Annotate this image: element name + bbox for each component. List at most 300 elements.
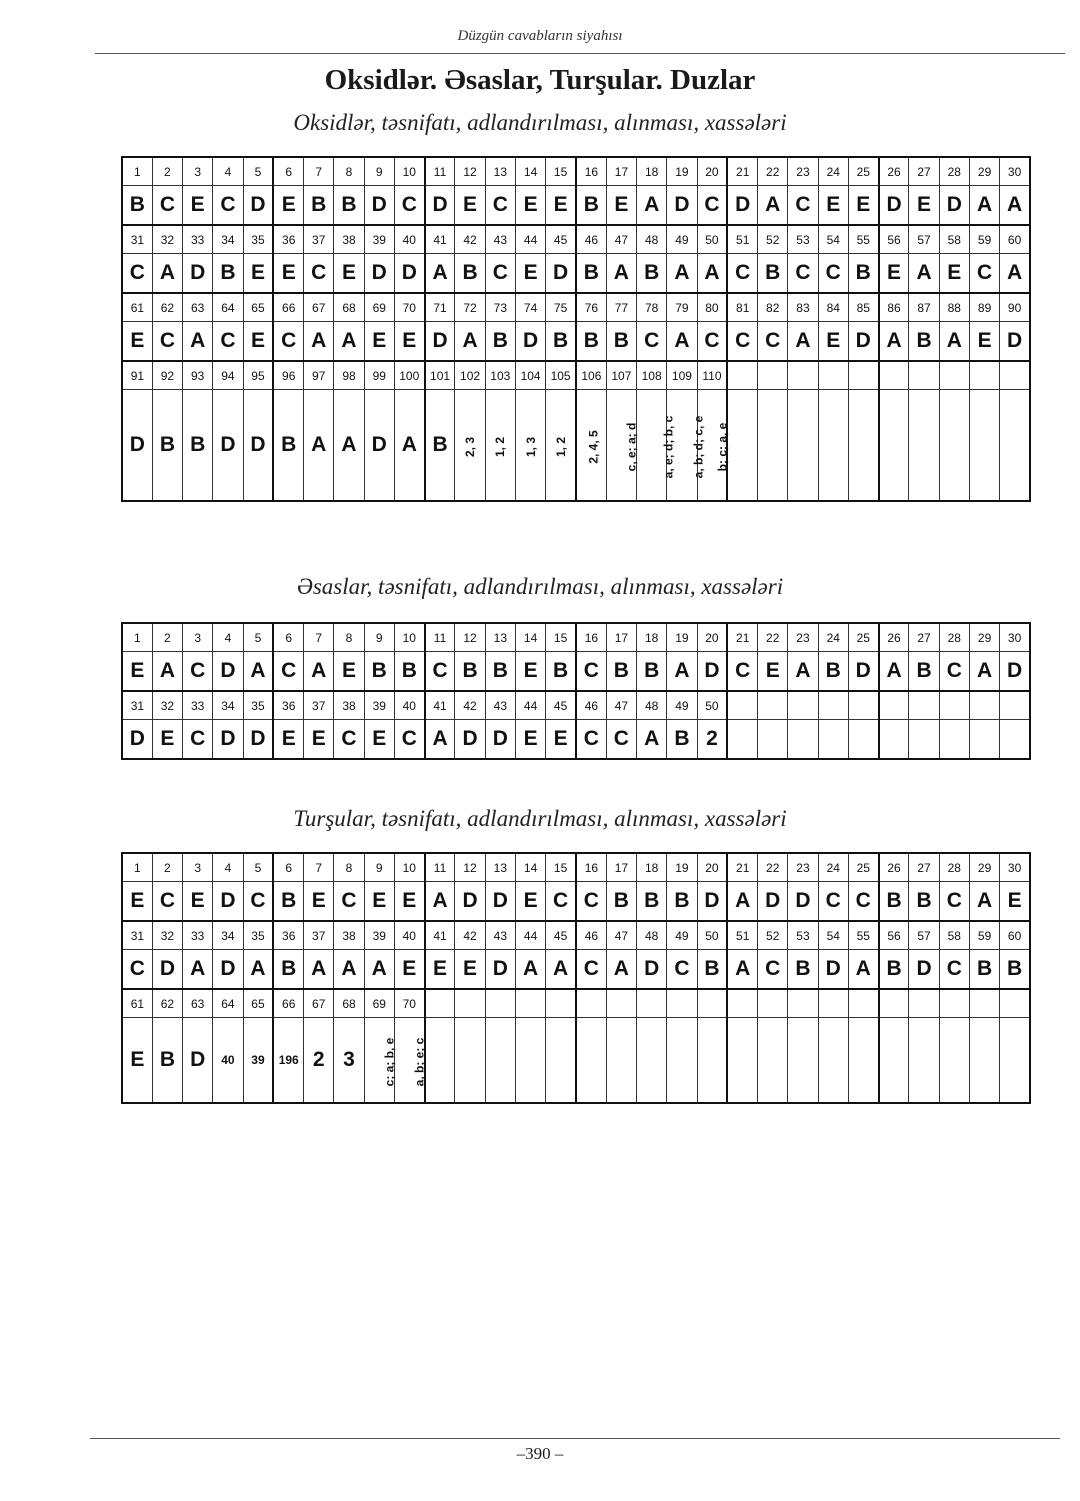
answer-cell: B bbox=[152, 390, 182, 502]
question-number: 31 bbox=[122, 921, 152, 950]
question-number: 40 bbox=[394, 691, 424, 720]
question-number: 21 bbox=[727, 623, 757, 652]
question-number bbox=[788, 691, 818, 720]
question-number: 98 bbox=[334, 361, 364, 390]
question-number: 41 bbox=[425, 691, 455, 720]
answer-cell: D bbox=[183, 1018, 213, 1104]
question-number: 67 bbox=[304, 989, 334, 1018]
answer-cell: E bbox=[152, 720, 182, 760]
question-number: 23 bbox=[788, 853, 818, 882]
question-number: 34 bbox=[213, 691, 243, 720]
question-number: 69 bbox=[364, 293, 394, 322]
answer-cell: A bbox=[243, 652, 273, 692]
question-number: 96 bbox=[273, 361, 303, 390]
question-number: 93 bbox=[183, 361, 213, 390]
question-number: 7 bbox=[304, 157, 334, 186]
answer-cell bbox=[788, 1018, 818, 1104]
question-number: 4 bbox=[213, 157, 243, 186]
question-number: 59 bbox=[969, 225, 999, 254]
question-number: 61 bbox=[122, 293, 152, 322]
answer-row bbox=[122, 186, 1030, 226]
answer-cell: D bbox=[939, 186, 969, 226]
question-number: 61 bbox=[122, 989, 152, 1018]
answer-cell bbox=[455, 1018, 485, 1104]
question-number: 78 bbox=[637, 293, 667, 322]
question-number: 45 bbox=[546, 921, 576, 950]
answer-cell: B bbox=[818, 652, 848, 692]
answer-cell: D bbox=[243, 720, 273, 760]
question-number: 36 bbox=[273, 921, 303, 950]
answer-cell bbox=[576, 390, 606, 502]
answer-cell: 2 bbox=[697, 720, 727, 760]
question-number: 52 bbox=[758, 225, 788, 254]
question-number bbox=[1000, 691, 1030, 720]
question-number: 12 bbox=[455, 853, 485, 882]
question-number bbox=[758, 361, 788, 390]
question-number: 19 bbox=[667, 157, 697, 186]
question-number: 45 bbox=[546, 225, 576, 254]
answer-cell: E bbox=[848, 186, 878, 226]
question-number: 66 bbox=[273, 989, 303, 1018]
answer-cell: C bbox=[334, 882, 364, 922]
question-number bbox=[637, 989, 667, 1018]
answer-cell bbox=[818, 390, 848, 502]
answer-cell: B bbox=[848, 254, 878, 294]
question-number: 62 bbox=[152, 989, 182, 1018]
answer-cell bbox=[425, 1018, 455, 1104]
answer-cell: E bbox=[243, 322, 273, 362]
question-number bbox=[727, 989, 757, 1018]
question-number: 4 bbox=[213, 623, 243, 652]
answer-cell bbox=[606, 390, 639, 502]
question-number: 81 bbox=[727, 293, 757, 322]
answer-cell bbox=[394, 1018, 427, 1104]
answer-cell: E bbox=[394, 950, 424, 990]
question-number: 20 bbox=[697, 623, 727, 652]
answer-cell: E bbox=[546, 186, 576, 226]
answer-cell: D bbox=[364, 390, 394, 502]
answer-cell bbox=[1000, 1018, 1030, 1104]
answer-row bbox=[122, 390, 1030, 502]
answer-cell: B bbox=[455, 254, 485, 294]
question-number: 32 bbox=[152, 691, 182, 720]
answer-cell: E bbox=[304, 720, 334, 760]
answer-cell: E bbox=[122, 1018, 152, 1104]
answer-cell: D bbox=[848, 652, 878, 692]
question-number: 26 bbox=[879, 623, 909, 652]
number-row bbox=[122, 691, 1030, 720]
question-number bbox=[515, 989, 545, 1018]
answer-cell: E bbox=[515, 882, 545, 922]
answer-cell: D bbox=[364, 186, 394, 226]
number-row bbox=[122, 623, 1030, 652]
answer-cell bbox=[969, 390, 999, 502]
answer-row bbox=[122, 652, 1030, 692]
answer-cell: E bbox=[122, 322, 152, 362]
answer-cell: E bbox=[304, 882, 334, 922]
answer-cell: C bbox=[576, 720, 606, 760]
question-number: 90 bbox=[1000, 293, 1030, 322]
answer-cell: D bbox=[243, 186, 273, 226]
answer-cell: C bbox=[788, 186, 818, 226]
question-number bbox=[1000, 361, 1030, 390]
question-number: 68 bbox=[334, 989, 364, 1018]
question-number: 110 bbox=[697, 361, 727, 390]
answer-cell: A bbox=[969, 652, 999, 692]
answer-cell: E bbox=[273, 720, 303, 760]
question-number: 57 bbox=[909, 225, 939, 254]
question-number: 12 bbox=[455, 623, 485, 652]
question-number: 107 bbox=[606, 361, 636, 390]
header-rule bbox=[95, 53, 1065, 54]
answer-cell bbox=[727, 390, 757, 502]
answer-cell: B bbox=[364, 652, 394, 692]
question-number: 3 bbox=[183, 853, 213, 882]
answer-cell: C bbox=[425, 652, 455, 692]
answer-cell: C bbox=[576, 950, 606, 990]
answer-cell bbox=[818, 720, 848, 760]
number-row bbox=[122, 921, 1030, 950]
question-number: 10 bbox=[394, 853, 424, 882]
answer-cell: A bbox=[848, 950, 878, 990]
answer-cell: D bbox=[213, 390, 243, 502]
answer-cell: A bbox=[243, 950, 273, 990]
question-number: 87 bbox=[909, 293, 939, 322]
answer-cell bbox=[455, 390, 485, 502]
question-number: 21 bbox=[727, 157, 757, 186]
question-number bbox=[818, 989, 848, 1018]
answer-cell: C bbox=[334, 720, 364, 760]
answer-cell: C bbox=[758, 950, 788, 990]
question-number: 20 bbox=[697, 157, 727, 186]
answer-cell: A bbox=[879, 322, 909, 362]
number-row bbox=[122, 989, 1030, 1018]
answer-cell: C bbox=[667, 950, 697, 990]
question-number: 11 bbox=[425, 623, 455, 652]
answer-cell bbox=[637, 390, 676, 502]
question-number: 44 bbox=[515, 921, 545, 950]
question-number: 100 bbox=[394, 361, 424, 390]
question-number: 51 bbox=[727, 225, 757, 254]
answer-row bbox=[122, 882, 1030, 922]
question-number: 40 bbox=[394, 225, 424, 254]
answer-cell: 2 bbox=[304, 1018, 334, 1104]
answer-cell: A bbox=[152, 254, 182, 294]
answer-cell: D bbox=[213, 882, 243, 922]
question-number: 2 bbox=[152, 623, 182, 652]
answer-cell: E bbox=[394, 882, 424, 922]
answer-cell bbox=[606, 1018, 636, 1104]
answer-cell: B bbox=[334, 186, 364, 226]
answer-cell: E bbox=[364, 322, 394, 362]
answer-cell: A bbox=[304, 322, 334, 362]
answer-cell: A bbox=[667, 652, 697, 692]
question-number: 7 bbox=[304, 853, 334, 882]
answer-cell bbox=[1000, 720, 1030, 760]
question-number: 84 bbox=[818, 293, 848, 322]
answer-cell: C bbox=[394, 186, 424, 226]
question-number: 15 bbox=[546, 157, 576, 186]
answer-table-acids bbox=[121, 852, 1031, 1104]
answer-cell: B bbox=[879, 882, 909, 922]
answer-cell: B bbox=[1000, 950, 1030, 990]
section-title-oxides: Oksidlər, təsnifatı, adlandırılması, alınması, xassələri bbox=[293, 110, 787, 135]
question-number: 15 bbox=[546, 853, 576, 882]
question-number: 1 bbox=[122, 157, 152, 186]
question-number: 99 bbox=[364, 361, 394, 390]
answer-cell: E bbox=[939, 254, 969, 294]
answer-cell: C bbox=[546, 882, 576, 922]
question-number: 9 bbox=[364, 853, 394, 882]
answer-cell: B bbox=[304, 186, 334, 226]
answer-cell: B bbox=[485, 652, 515, 692]
question-number: 33 bbox=[183, 921, 213, 950]
answer-cell: B bbox=[273, 390, 303, 502]
answer-cell: A bbox=[394, 390, 424, 502]
answer-cell: A bbox=[334, 390, 364, 502]
answer-cell: B bbox=[667, 882, 697, 922]
question-number: 32 bbox=[152, 225, 182, 254]
question-number: 16 bbox=[576, 853, 606, 882]
question-number bbox=[546, 989, 576, 1018]
answer-cell: E bbox=[364, 882, 394, 922]
question-number: 92 bbox=[152, 361, 182, 390]
answer-cell bbox=[515, 1018, 545, 1104]
number-row bbox=[122, 157, 1030, 186]
answer-cell: D bbox=[183, 254, 213, 294]
question-number bbox=[879, 691, 909, 720]
question-number: 8 bbox=[334, 157, 364, 186]
answer-cell: C bbox=[939, 652, 969, 692]
question-number: 30 bbox=[1000, 623, 1030, 652]
answer-cell: A bbox=[334, 322, 364, 362]
answer-cell: B bbox=[606, 882, 636, 922]
question-number: 23 bbox=[788, 157, 818, 186]
question-number: 60 bbox=[1000, 225, 1030, 254]
question-number: 14 bbox=[515, 623, 545, 652]
answer-cell: D bbox=[879, 186, 909, 226]
question-number: 26 bbox=[879, 853, 909, 882]
question-number: 50 bbox=[697, 921, 727, 950]
question-number: 79 bbox=[667, 293, 697, 322]
answer-cell: D bbox=[455, 720, 485, 760]
question-number: 5 bbox=[243, 623, 273, 652]
answer-cell bbox=[637, 1018, 667, 1104]
answer-cell: E bbox=[455, 950, 485, 990]
answer-cell: D bbox=[546, 254, 576, 294]
answer-cell bbox=[788, 720, 818, 760]
answer-cell: C bbox=[818, 882, 848, 922]
answer-cell: B bbox=[637, 882, 667, 922]
question-number bbox=[1000, 989, 1030, 1018]
answer-cell: B bbox=[667, 720, 697, 760]
question-number: 55 bbox=[848, 225, 878, 254]
answer-cell bbox=[758, 1018, 788, 1104]
question-number: 95 bbox=[243, 361, 273, 390]
question-number: 43 bbox=[485, 921, 515, 950]
question-number: 55 bbox=[848, 921, 878, 950]
question-number: 18 bbox=[637, 853, 667, 882]
question-number bbox=[879, 361, 909, 390]
answer-cell: E bbox=[425, 950, 455, 990]
question-number: 29 bbox=[969, 623, 999, 652]
question-number: 71 bbox=[425, 293, 455, 322]
question-number: 75 bbox=[546, 293, 576, 322]
question-number: 42 bbox=[455, 691, 485, 720]
number-row bbox=[122, 225, 1030, 254]
answer-cell: E bbox=[879, 254, 909, 294]
answer-cell: A bbox=[304, 950, 334, 990]
footer-rule bbox=[90, 1438, 1060, 1439]
answer-cell bbox=[969, 1018, 999, 1104]
answer-cell: B bbox=[273, 882, 303, 922]
question-number: 56 bbox=[879, 921, 909, 950]
question-number bbox=[758, 989, 788, 1018]
question-number: 57 bbox=[909, 921, 939, 950]
answer-cell: D bbox=[848, 322, 878, 362]
answer-cell: C bbox=[122, 254, 152, 294]
question-number: 47 bbox=[606, 225, 636, 254]
question-number: 6 bbox=[273, 623, 303, 652]
answer-cell: D bbox=[243, 390, 273, 502]
question-number bbox=[939, 361, 969, 390]
question-number: 22 bbox=[758, 157, 788, 186]
answer-row bbox=[122, 950, 1030, 990]
question-number: 74 bbox=[515, 293, 545, 322]
question-number: 68 bbox=[334, 293, 364, 322]
answer-cell: A bbox=[879, 652, 909, 692]
question-number bbox=[788, 361, 818, 390]
question-number bbox=[455, 989, 485, 1018]
answer-cell bbox=[576, 1018, 606, 1104]
question-number: 77 bbox=[606, 293, 636, 322]
question-number: 25 bbox=[848, 157, 878, 186]
question-number bbox=[969, 989, 999, 1018]
question-number: 43 bbox=[485, 225, 515, 254]
question-number bbox=[848, 361, 878, 390]
answer-cell: A bbox=[788, 652, 818, 692]
question-number: 41 bbox=[425, 225, 455, 254]
question-number: 30 bbox=[1000, 157, 1030, 186]
question-number: 108 bbox=[637, 361, 667, 390]
question-number: 24 bbox=[818, 623, 848, 652]
answer-cell: E bbox=[455, 186, 485, 226]
answer-cell: D bbox=[909, 950, 939, 990]
question-number bbox=[485, 989, 515, 1018]
answer-cell bbox=[818, 1018, 848, 1104]
question-number: 11 bbox=[425, 157, 455, 186]
question-number bbox=[758, 691, 788, 720]
question-number: 104 bbox=[515, 361, 545, 390]
answer-cell: B bbox=[879, 950, 909, 990]
question-number: 33 bbox=[183, 225, 213, 254]
question-number bbox=[879, 989, 909, 1018]
question-number: 13 bbox=[485, 853, 515, 882]
question-number: 17 bbox=[606, 623, 636, 652]
question-number: 20 bbox=[697, 853, 727, 882]
answer-cell: B bbox=[122, 186, 152, 226]
answer-cell bbox=[909, 1018, 939, 1104]
answer-cell bbox=[939, 720, 969, 760]
question-number: 102 bbox=[455, 361, 485, 390]
answer-cell: D bbox=[515, 322, 545, 362]
question-number: 11 bbox=[425, 853, 455, 882]
answer-cell bbox=[909, 390, 939, 502]
question-number: 58 bbox=[939, 225, 969, 254]
answer-cell: A bbox=[939, 322, 969, 362]
question-number: 63 bbox=[183, 293, 213, 322]
answer-cell: D bbox=[394, 254, 424, 294]
answer-cell: A bbox=[183, 322, 213, 362]
answer-cell: D bbox=[425, 186, 455, 226]
answer-cell bbox=[788, 390, 818, 502]
answer-cell: C bbox=[394, 720, 424, 760]
answer-cell: D bbox=[213, 652, 243, 692]
question-number: 49 bbox=[667, 691, 697, 720]
question-number: 48 bbox=[637, 225, 667, 254]
answer-cell: B bbox=[546, 322, 576, 362]
question-number: 3 bbox=[183, 157, 213, 186]
answer-cell: B bbox=[576, 322, 606, 362]
answer-row bbox=[122, 254, 1030, 294]
question-number: 59 bbox=[969, 921, 999, 950]
question-number: 72 bbox=[455, 293, 485, 322]
question-number: 47 bbox=[606, 921, 636, 950]
answer-row bbox=[122, 322, 1030, 362]
question-number bbox=[727, 691, 757, 720]
question-number: 8 bbox=[334, 623, 364, 652]
question-number: 15 bbox=[546, 623, 576, 652]
answer-cell: B bbox=[213, 254, 243, 294]
answer-cell: C bbox=[152, 186, 182, 226]
question-number bbox=[969, 691, 999, 720]
answer-cell: E bbox=[515, 186, 545, 226]
question-number: 70 bbox=[394, 989, 424, 1018]
question-number bbox=[697, 989, 727, 1018]
question-number bbox=[606, 989, 636, 1018]
question-number: 63 bbox=[183, 989, 213, 1018]
main-title: Oksidlər. Əsaslar, Turşular. Duzlar bbox=[324, 64, 756, 96]
answer-cell: B bbox=[969, 950, 999, 990]
question-number: 64 bbox=[213, 293, 243, 322]
answer-cell: A bbox=[969, 882, 999, 922]
question-number: 66 bbox=[273, 293, 303, 322]
answer-cell bbox=[697, 1018, 727, 1104]
answer-cell: C bbox=[152, 882, 182, 922]
answer-cell: C bbox=[152, 322, 182, 362]
question-number: 70 bbox=[394, 293, 424, 322]
answer-table-bases bbox=[121, 622, 1031, 760]
question-number: 50 bbox=[697, 225, 727, 254]
question-number: 50 bbox=[697, 691, 727, 720]
question-number: 12 bbox=[455, 157, 485, 186]
answer-cell: A bbox=[546, 950, 576, 990]
answer-cell: A bbox=[606, 950, 636, 990]
question-number: 27 bbox=[909, 623, 939, 652]
question-number: 86 bbox=[879, 293, 909, 322]
answer-row bbox=[122, 1018, 1030, 1104]
answer-cell: A bbox=[334, 950, 364, 990]
question-number: 54 bbox=[818, 225, 848, 254]
question-number: 109 bbox=[667, 361, 697, 390]
question-number: 14 bbox=[515, 157, 545, 186]
answer-cell bbox=[515, 390, 545, 502]
question-number: 24 bbox=[818, 853, 848, 882]
question-number: 103 bbox=[485, 361, 515, 390]
answer-cell: A bbox=[667, 322, 697, 362]
question-number: 1 bbox=[122, 623, 152, 652]
section-title-bases: Əsaslar, təsnifatı, adlandırılması, alınması, xassələri bbox=[296, 574, 784, 599]
